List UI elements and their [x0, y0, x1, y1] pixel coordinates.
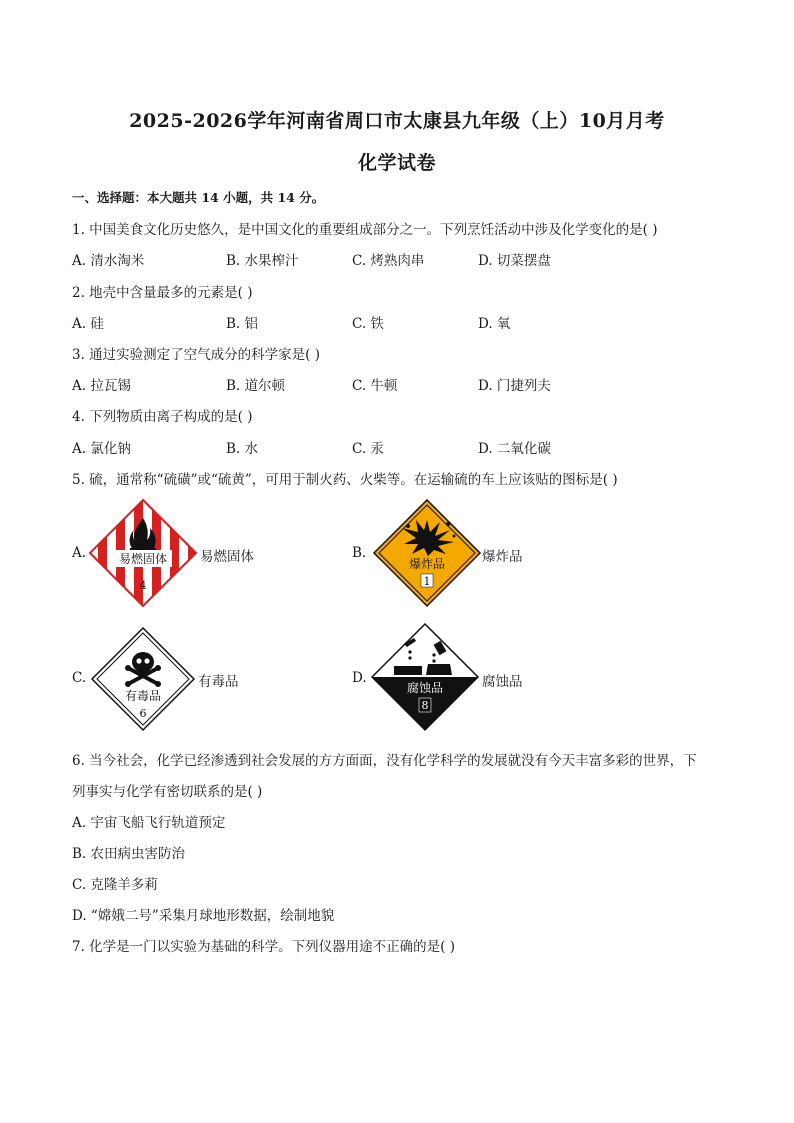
explosion-icon: [372, 498, 482, 608]
question-6-stem-line1: 6. 当今社会，化学已经渗透到社会发展的方方面面，没有化学科学的发展就没有今天丰富多彩的世界，下: [72, 753, 697, 769]
q2-option-a: A. 硅: [72, 316, 104, 332]
q4-option-a: A. 氯化钠: [72, 441, 131, 457]
q2-option-c: C. 铁: [352, 316, 384, 332]
q1-option-c: C. 烤熟肉串: [352, 253, 425, 269]
section-heading: 一、选择题：本大题共 14 小题，共 14 分。: [72, 190, 325, 205]
q5-c-sign-num: 6: [139, 707, 147, 720]
q5-option-c-letter: C.: [72, 670, 87, 686]
q2-option-b: B. 铝: [226, 316, 259, 332]
q4-option-b: B. 水: [226, 441, 259, 457]
q5-a-sign-text: 易燃固体: [118, 552, 168, 566]
q5-option-d-label: 腐蚀品: [482, 674, 523, 690]
question-1-stem: 1. 中国美食文化历史悠久，是中国文化的重要组成部分之一。下列烹饪活动中涉及化学变化的是( ): [72, 222, 658, 238]
q1-option-b: B. 水果榨汁: [226, 253, 299, 269]
q5-d-sign-text: 腐蚀品: [406, 681, 444, 695]
q5-option-d-letter: D.: [352, 670, 367, 686]
q3-option-d: D. 门捷列夫: [478, 378, 551, 394]
q5-a-sign-num: 4: [139, 579, 147, 592]
q5-option-b-label: 爆炸品: [482, 549, 523, 565]
question-6-stem-line2: 列事实与化学有密切联系的是( ): [72, 784, 263, 800]
q5-option-b-letter: B.: [352, 545, 367, 561]
q5-option-a-label: 易燃固体: [200, 549, 254, 565]
q3-option-b: B. 道尔顿: [226, 378, 286, 394]
q5-c-sign-text: 有毒品: [124, 689, 162, 703]
question-2-stem: 2. 地壳中含量最多的元素是( ): [72, 285, 253, 301]
q3-option-a: A. 拉瓦锡: [72, 378, 131, 394]
q3-option-c: C. 牛顿: [352, 378, 398, 394]
q5-b-sign-text: 爆炸品: [408, 557, 446, 571]
q4-option-d: D. 二氧化碳: [478, 441, 551, 457]
q5-option-a-letter: A.: [72, 545, 87, 561]
exam-title: 2025-2026学年河南省周口市太康县九年级（上）10月月考: [129, 110, 665, 132]
q2-option-d: D. 氧: [478, 316, 511, 332]
question-7-stem: 7. 化学是一门以实验为基础的科学。下列仪器用途不正确的是( ): [72, 939, 455, 955]
q6-option-b: B. 农田病虫害防治: [72, 846, 186, 862]
q6-option-a: A. 宇宙飞船飞行轨道预定: [72, 815, 226, 831]
q5-option-c-label: 有毒品: [198, 674, 239, 690]
corrosive-icon: [370, 622, 480, 732]
q6-option-c: C. 克隆羊多莉: [72, 877, 158, 893]
q5-b-sign-num: 1: [423, 575, 431, 588]
exam-subtitle: 化学试卷: [357, 152, 436, 174]
question-3-stem: 3. 通过实验测定了空气成分的科学家是( ): [72, 347, 320, 363]
q5-d-sign-num: 8: [421, 699, 429, 712]
question-4-stem: 4. 下列物质由离子构成的是( ): [72, 409, 253, 425]
q4-option-c: C. 汞: [352, 441, 384, 457]
q6-option-d: D. “嫦娥二号”采集月球地形数据，绘制地貌: [72, 908, 335, 924]
flame-icon: [88, 498, 198, 608]
q1-option-d: D. 切菜摆盘: [478, 253, 551, 269]
q1-option-a: A. 清水淘米: [72, 253, 145, 269]
question-5-stem: 5. 硫，通常称“硫磺”或“硫黄”，可用于制火药、火柴等。在运输硫的车上应该贴的图标是( ): [72, 472, 618, 488]
skull-icon: [90, 626, 196, 732]
